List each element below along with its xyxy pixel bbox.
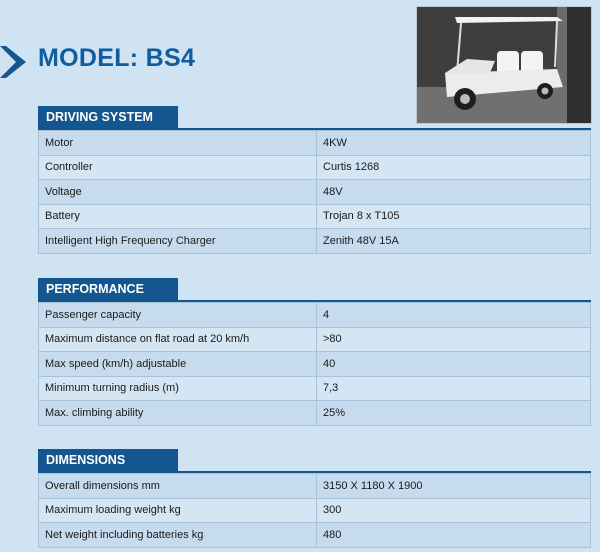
table-row	[39, 155, 591, 180]
spec-label: Max. climbing ability	[39, 401, 317, 426]
spec-label: Maximum distance on flat road at 20 km/h	[39, 327, 317, 352]
table-row	[39, 131, 591, 156]
spec-value: 4KW	[317, 131, 591, 156]
table-row	[39, 352, 591, 377]
table-row	[39, 498, 591, 523]
section-driving-system	[38, 106, 591, 254]
spec-value: 480	[317, 523, 591, 548]
table-row	[39, 376, 591, 401]
spec-label: Motor	[39, 131, 317, 156]
spec-label: Overall dimensions mm	[39, 474, 317, 499]
spec-label: Minimum turning radius (m)	[39, 376, 317, 401]
table-row	[39, 401, 591, 426]
page-title: MODEL: BS4	[38, 44, 196, 72]
spec-label: Max speed (km/h) adjustable	[39, 352, 317, 377]
spec-value: Curtis 1268	[317, 155, 591, 180]
spec-label: Maximum loading weight kg	[39, 498, 317, 523]
spec-label: Battery	[39, 204, 317, 229]
spec-table	[38, 473, 591, 548]
table-row	[39, 229, 591, 254]
spec-label: Voltage	[39, 180, 317, 205]
spec-table	[38, 130, 591, 254]
spec-value: Zenith 48V 15A	[317, 229, 591, 254]
table-row	[39, 523, 591, 548]
spec-value: 300	[317, 498, 591, 523]
table-row	[39, 204, 591, 229]
table-row	[39, 474, 591, 499]
section-header: PERFORMANCE	[38, 278, 178, 300]
chevron-right-icon	[0, 42, 26, 82]
section-header: DIMENSIONS	[38, 449, 178, 471]
table-row	[39, 303, 591, 328]
spec-value: 40	[317, 352, 591, 377]
spec-value: 48V	[317, 180, 591, 205]
section-dimensions	[38, 449, 591, 548]
spec-label: Intelligent High Frequency Charger	[39, 229, 317, 254]
spec-value: 4	[317, 303, 591, 328]
spec-label: Passenger capacity	[39, 303, 317, 328]
spec-table	[38, 302, 591, 426]
spec-value: 3150 X 1180 X 1900	[317, 474, 591, 499]
spec-value: 7,3	[317, 376, 591, 401]
table-row	[39, 327, 591, 352]
spec-label: Controller	[39, 155, 317, 180]
spec-value: 25%	[317, 401, 591, 426]
table-row	[39, 180, 591, 205]
spec-value: Trojan 8 x T105	[317, 204, 591, 229]
section-header: DRIVING SYSTEM	[38, 106, 178, 128]
spec-value: >80	[317, 327, 591, 352]
section-performance	[38, 278, 591, 426]
spec-label: Net weight including batteries kg	[39, 523, 317, 548]
